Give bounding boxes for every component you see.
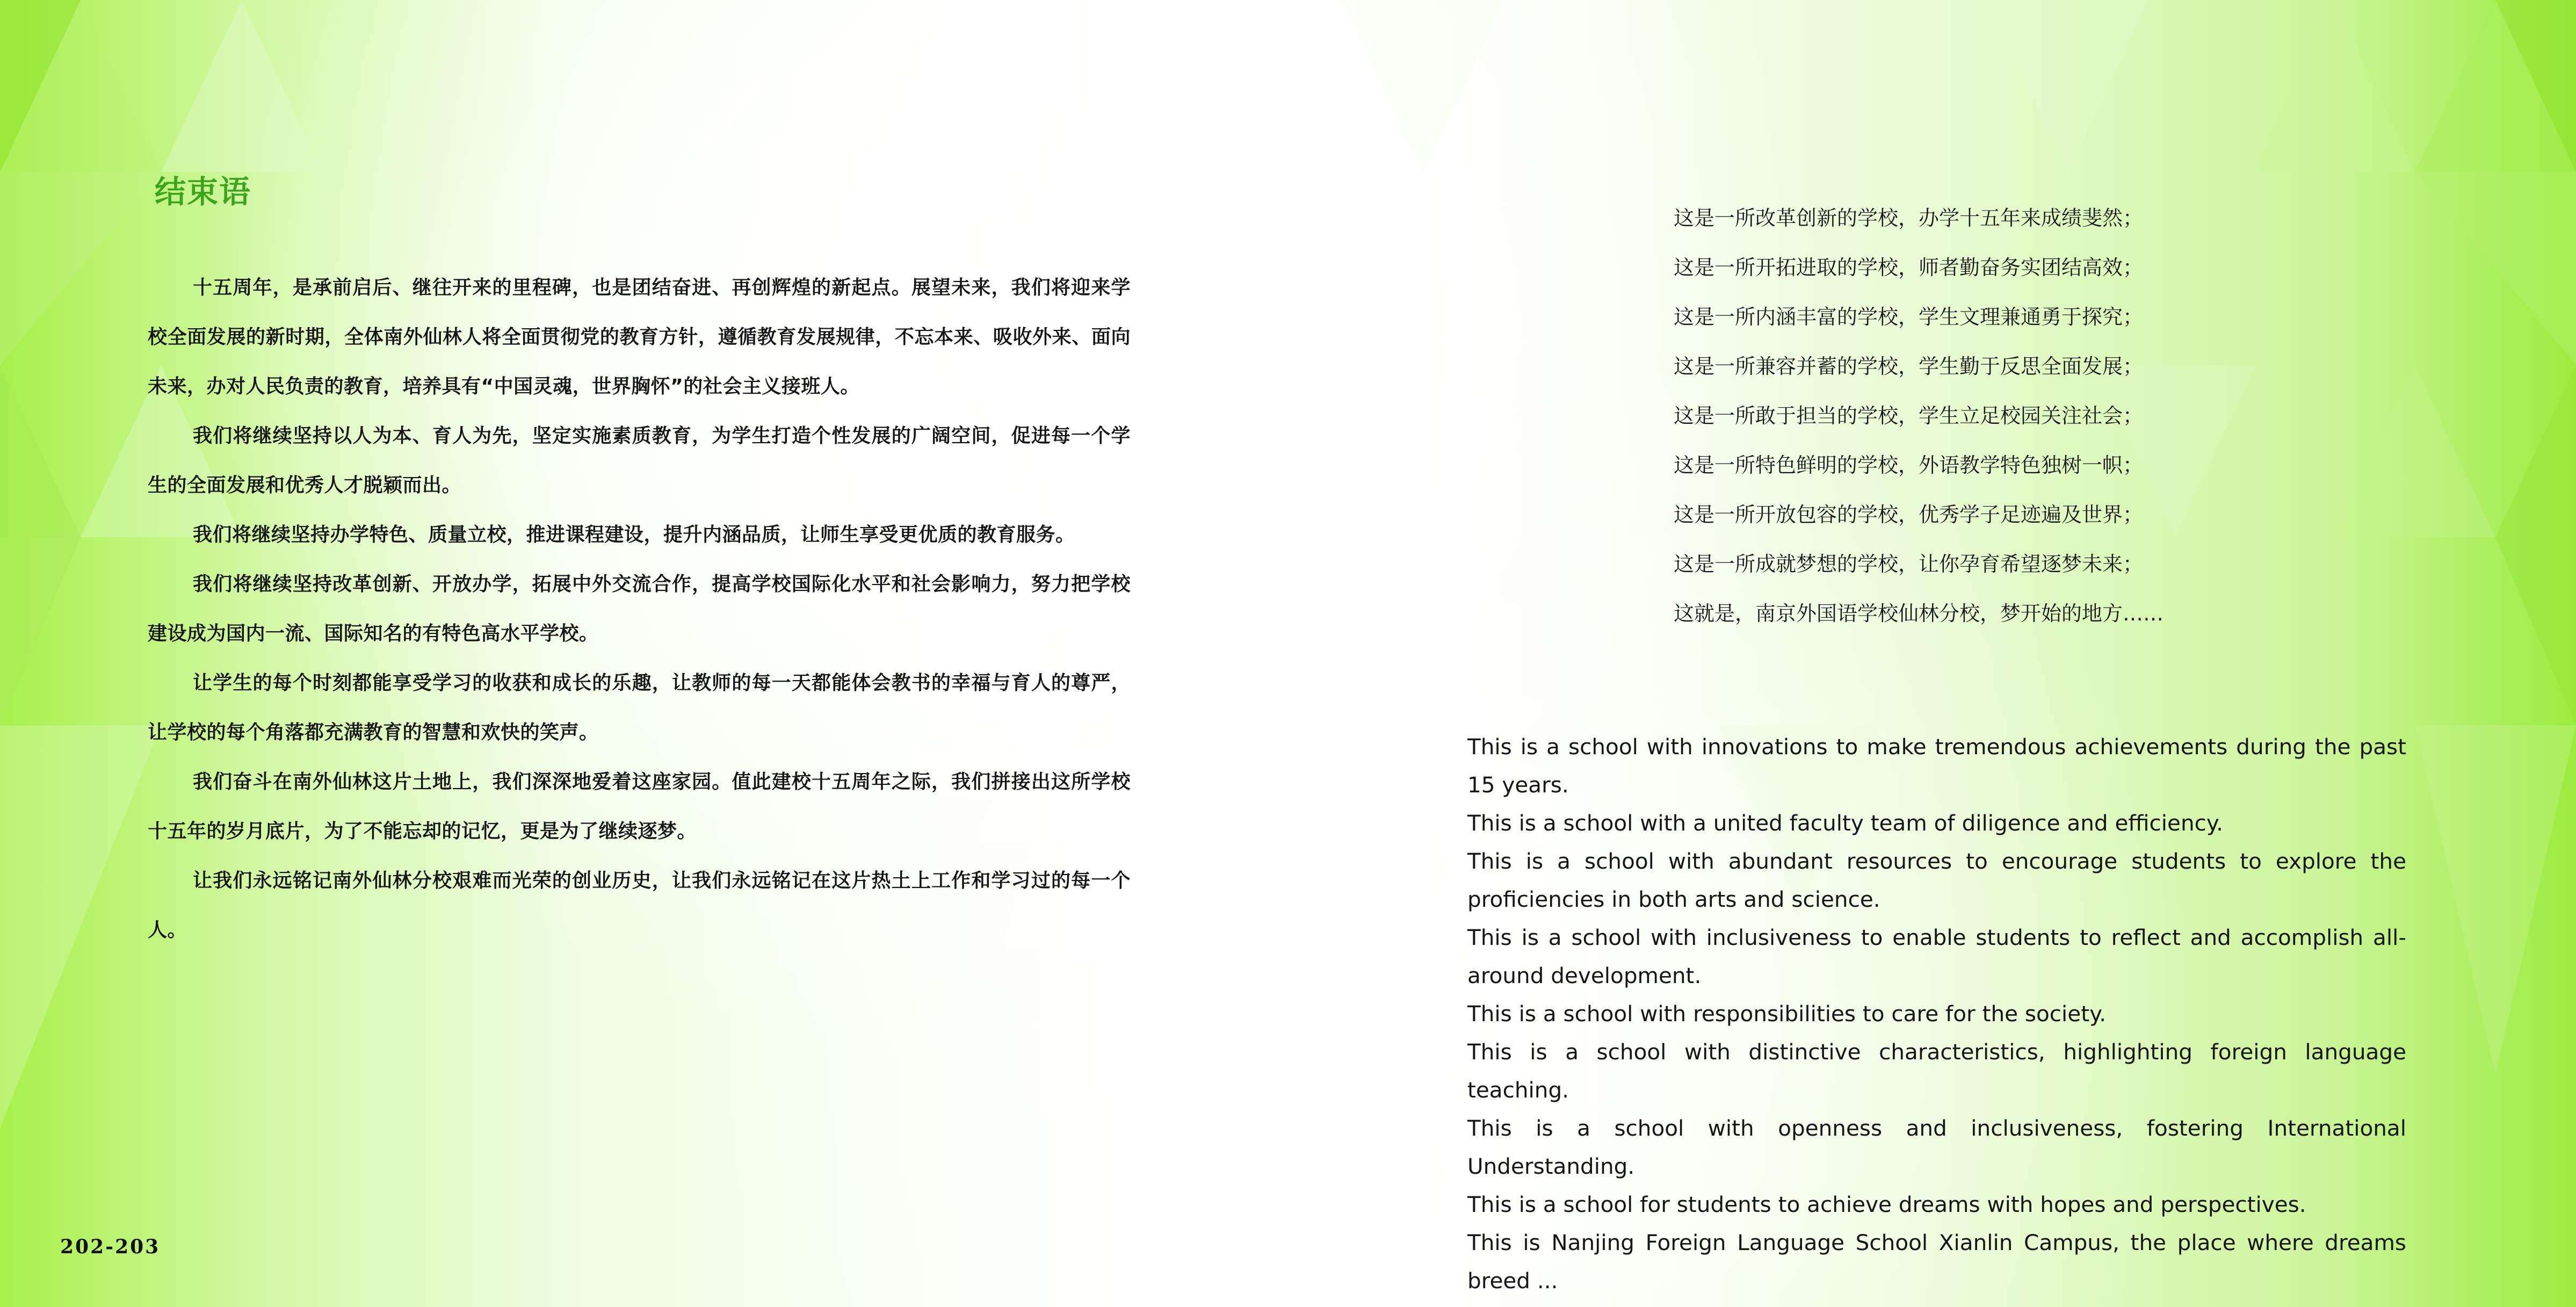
- cn-statement: 这是一所敢于担当的学校，学生立足校园关注社会；: [1674, 404, 2144, 428]
- page-title: 结束语: [155, 174, 252, 210]
- cn-statement: 这是一所改革创新的学校，办学十五年来成绩斐然；: [1674, 206, 2144, 230]
- paragraph: 我们将继续坚持办学特色、质量立校，推进课程建设，提升内涵品质，让师生享受更优质的教育服务。: [193, 524, 1075, 546]
- right-page: [1288, 0, 2576, 1307]
- en-statement: This is a school for students to achieve dreams with hopes and perspectives.: [1467, 1192, 2306, 1217]
- paragraph: 我们将继续坚持改革创新、开放办学，拓展中外交流合作，提高学校国际化水平和社会影响力，努力把学校建设成为国内一流、国际知名的有特色高水平学校。: [148, 573, 1131, 645]
- en-statement: This is Nanjing Foreign Language School Xianlin Campus, the place where dreams breed ...: [1467, 1230, 2406, 1294]
- en-statement: This is a school with openness and inclusiveness, fostering International Understanding.: [1467, 1115, 2406, 1179]
- cn-statement: 这是一所开放包容的学校，优秀学子足迹遍及世界；: [1674, 503, 2144, 526]
- cn-statement: 这就是，南京外国语学校仙林分校，梦开始的地方……: [1674, 602, 2164, 625]
- cn-statement: 这是一所内涵丰富的学校，学生文理兼通勇于探究；: [1674, 305, 2144, 329]
- paragraph: 十五周年，是承前启后、继往开来的里程碑，也是团结奋进、再创辉煌的新起点。展望未来，我们将迎来学校全面发展的新时期，全体南外仙林人将全面贯彻党的教育方针，遵循教育发展规律，不忘本来、吸收外来、面向未来，办对人民负责的教育，培养具有“中国灵魂，世界胸怀”的社会主义接班人。: [148, 277, 1131, 398]
- en-statement: This is a school with a united faculty team of diligence and efficiency.: [1467, 810, 2223, 836]
- page-number: 202-203: [60, 1236, 161, 1258]
- chinese-statement-list: [1674, 193, 2372, 638]
- english-statement-list: [1467, 728, 2406, 1300]
- en-statement: This is a school with inclusiveness to enable students to reflect and accomplish all-around development.: [1467, 925, 2406, 988]
- paragraph: 让我们永远铭记南外仙林分校艰难而光荣的创业历史，让我们永远铭记在这片热土上工作和学习过的每一个人。: [148, 870, 1131, 941]
- en-statement: This is a school with responsibilities to care for the society.: [1467, 1001, 2107, 1027]
- cn-statement: 这是一所成就梦想的学校，让你孕育希望逐梦未来；: [1674, 552, 2144, 576]
- closing-remarks-body: [148, 263, 1131, 955]
- cn-statement: 这是一所兼容并蓄的学校，学生勤于反思全面发展；: [1674, 355, 2144, 378]
- en-statement: This is a school with innovations to make tremendous achievements during the past 15 years.: [1467, 734, 2406, 798]
- en-statement: This is a school with distinctive characteristics, highlighting foreign language teaching.: [1467, 1039, 2406, 1103]
- cn-statement: 这是一所特色鲜明的学校，外语教学特色独树一帜；: [1674, 453, 2144, 477]
- paragraph: 我们将继续坚持以人为本、育人为先，坚定实施素质教育，为学生打造个性发展的广阔空间，促进每一个学生的全面发展和优秀人才脱颖而出。: [148, 425, 1131, 496]
- paragraph: 我们奋斗在南外仙林这片土地上，我们深深地爱着这座家园。值此建校十五周年之际，我们拼接出这所学校十五年的岁月底片，为了不能忘却的记忆，更是为了继续逐梦。: [148, 771, 1131, 842]
- paragraph: 让学生的每个时刻都能享受学习的收获和成长的乐趣，让教师的每一天都能体会教书的幸福与育人的尊严，让学校的每个角落都充满教育的智慧和欢快的笑声。: [148, 672, 1131, 743]
- en-statement: This is a school with abundant resources to encourage students to explore the proficiencies in both arts and science.: [1467, 848, 2406, 912]
- cn-statement: 这是一所开拓进取的学校，师者勤奋务实团结高效；: [1674, 256, 2144, 279]
